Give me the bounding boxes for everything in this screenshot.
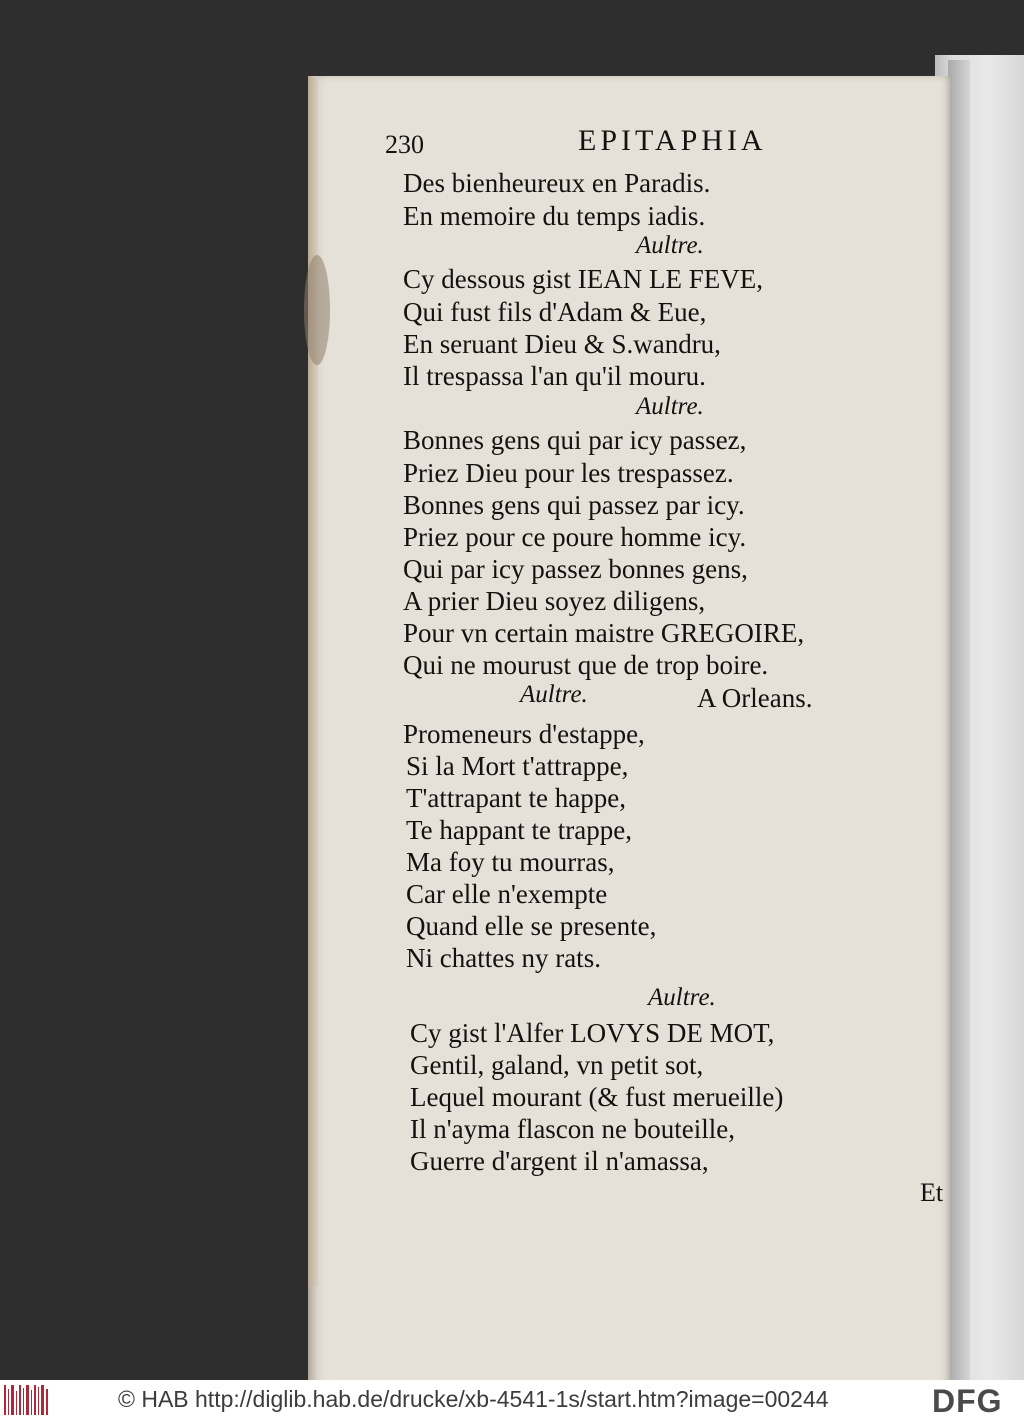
- verse-line: Priez pour ce poure homme icy.: [403, 522, 747, 552]
- verse-line: A prier Dieu soyez diligens,: [403, 586, 706, 616]
- page-header: [385, 124, 815, 164]
- facing-page-gutter: [948, 60, 970, 1380]
- verse-line: Ma foy tu mourras,: [406, 847, 615, 877]
- verse-line: En seruant Dieu & S.wandru,: [403, 329, 721, 359]
- verse-line: Il trespassa l'an qu'il mouru.: [403, 361, 706, 391]
- section-label: Aultre.: [636, 393, 704, 420]
- verse-line: Cy dessous gist IEAN LE FEVE,: [403, 264, 763, 294]
- verse-line: Pour vn certain maistre GREGOIRE,: [403, 618, 805, 648]
- section-label: Aultre.: [520, 681, 588, 708]
- verse-line: Il n'ayma flascon ne bouteille,: [410, 1114, 736, 1144]
- verse-line: Priez Dieu pour les trespassez.: [403, 458, 734, 488]
- verse-line: Qui par icy passez bonnes gens,: [403, 554, 748, 584]
- verse-line: Si la Mort t'attrappe,: [406, 751, 629, 781]
- verse-line: Promeneurs d'estappe,: [403, 719, 645, 749]
- page-stain: [304, 255, 330, 365]
- verse-line: Cy gist l'Alfer LOVYS DE MOT,: [410, 1018, 775, 1048]
- viewer-footer: [0, 1380, 1024, 1420]
- barcode-icon: [4, 1385, 50, 1415]
- verse-line: Te happant te trappe,: [406, 815, 633, 845]
- verse-line: T'attrapant te happe,: [406, 783, 627, 813]
- catchword: Et: [920, 1178, 944, 1207]
- verse-line: Quand elle se presente,: [406, 911, 657, 941]
- verse-line: Des bienheureux en Paradis.: [403, 168, 711, 198]
- verse-line: Bonnes gens qui passez par icy.: [403, 490, 745, 520]
- running-title: EPITAPHIA: [578, 124, 767, 157]
- verse-line: Gentil, galand, vn petit sot,: [410, 1050, 704, 1080]
- verse-line: Qui ne mourust que de trop boire.: [403, 650, 769, 680]
- page-number: 230: [385, 130, 424, 159]
- verse-line: Lequel mourant (& fust merueille): [410, 1082, 784, 1112]
- verse-line: En memoire du temps iadis.: [403, 201, 706, 231]
- verse-line: Car elle n'exempte: [406, 879, 608, 909]
- verse-line: Ni chattes ny rats.: [406, 943, 601, 973]
- section-label: Aultre.: [648, 984, 716, 1011]
- verse-line: Bonnes gens qui par icy passez,: [403, 425, 747, 455]
- verse-line: Qui fust fils d'Adam & Eue,: [403, 297, 707, 327]
- copyright-link[interactable]: © HAB http://diglib.hab.de/drucke/xb-4541-1s/start.htm?image=00244: [118, 1386, 829, 1412]
- dfg-logo: DFG: [932, 1383, 1003, 1419]
- verse-line: Guerre d'argent il n'amassa,: [410, 1146, 709, 1176]
- place-label: A Orleans.: [697, 683, 813, 713]
- section-label: Aultre.: [636, 232, 704, 259]
